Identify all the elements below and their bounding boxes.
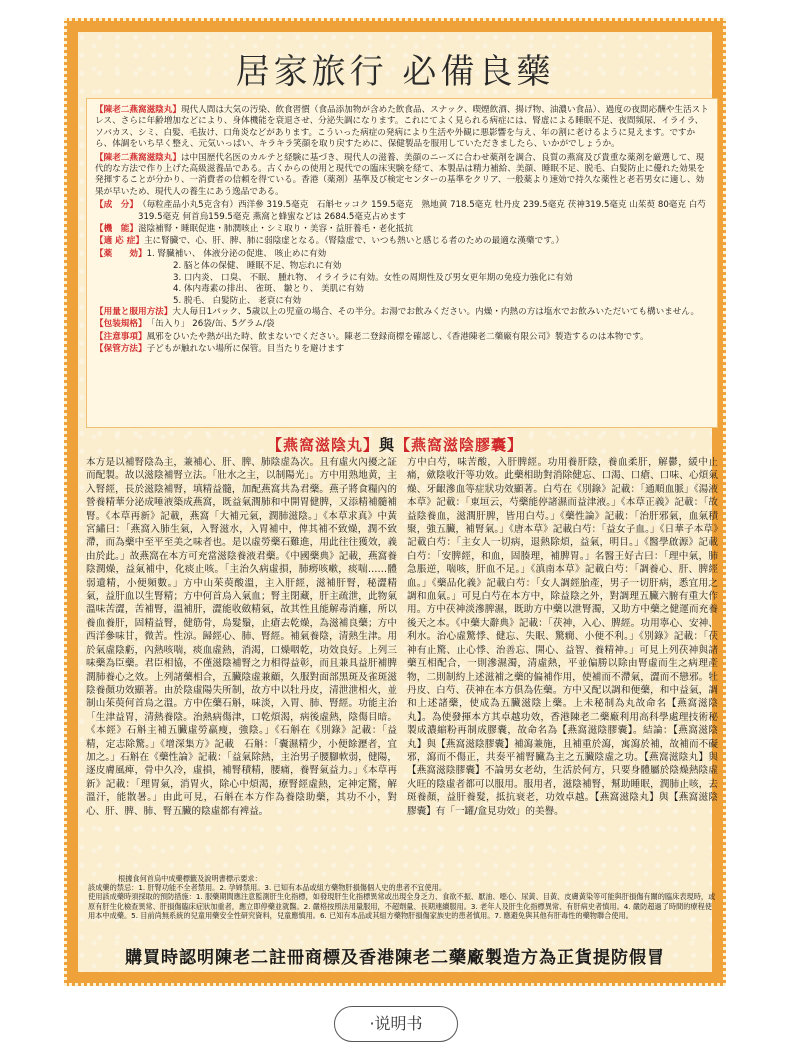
instruction-sheet <box>64 18 726 986</box>
japanese-description-panel <box>86 98 718 428</box>
anti-counterfeit-banner: 購買時認明陳老二註冊商標及香港陳老二藥廠製造方為正貨提防假冒 <box>125 948 665 968</box>
safety-notes <box>88 874 718 944</box>
effect-item: 2. 脳と体の保健、 睡眠不足、物忘れに有効 <box>173 261 342 272</box>
usage-storage: 【保管方法】 子どもが触れない場所に保管。目当たりを避けます <box>95 344 345 355</box>
spec-indications: 【適 応 症】 主に腎臓で、心、肝、脾、肺に弱陰虚となる。（腎陰虚で、いつも熱いと感じる者のための最適な漢藥です。） <box>95 236 565 247</box>
notes-contraindications: 該成藥的禁忌：1. 肝腎功能不全者禁用。2. 孕婦禁用。3. 已知有本品或組方藥物肝損傷個人史的患者不宜使用。 <box>88 883 447 893</box>
usage-package: 【包装規格】 「缶入り」 26袋/缶、5グラム/袋 <box>95 319 275 330</box>
product-tag: 【陳老二燕窩滋陰丸】 <box>95 105 181 115</box>
instructions-label-button[interactable]: ·说明书 <box>334 1006 458 1042</box>
notes-precautions: 使用該成藥時須採取的預防措施：1. 服藥期間應注意監測肝生化指標，如發現肝生化指標異常或出現全身乏力、食欲不振、厭油、噁心、尿黃、目黃、皮膚黃染等可能與肝損傷有關的臨床表現時，或原有肝生化檢查異常、肝損傷臨床症狀加重者，應立即停藥並就醫。2. 嚴格按照法用量服用，不超劑量、長期連續服用。3. 老年人及肝生化指標異常、有肝病史者慎用。4. 嚴防超過了時間的療程使用本中成藥。5. 目前尚無系統的兒童用藥安全性研究資料，兒童應慎用。6. 已知有本品或其組方藥物肝損傷家族史的患者慎用。7. 應避免與其他有肝毒性的藥物聯合使用。 <box>88 892 716 920</box>
effect-item: 5. 脱毛、 白髪防止、 老衰に有効 <box>173 295 302 306</box>
spec-ingredients: 【成 分】 （毎粒產品小丸5克含有）西洋參 319.5毫克 石斛セッコク 159.5毫克 熟地黄 718.5毫克 牡丹皮 239.5毫克 茯神319.5毫克 山茱萸 80毫克 白芍319.5毫克 何首烏159.5毫克 燕窩と蜂蜜などは 2684.5毫克占めます <box>95 200 706 222</box>
chinese-description-columns <box>86 456 718 868</box>
spec-function: 【機 能】 滋陰補腎・睡眠促進・肺潤咳止・シミ取り・美容・益肝養毛・老化抵抗 <box>95 224 413 235</box>
notes-title: 根據食何首烏中成藥標籤及說明書標示要求： <box>118 874 262 883</box>
right-column-text: 方中白芍，味苦酸，入肝脾經。功用養肝陰，養血柔肝，解鬱，緩中止痛，歛陰收汗等功效。此藥相助對消除健忘、口渴、口瘡、口味、心煩氣燥、牙齦滲血等症狀功效顯著。白芍在《別錄》記載：「通順血脈」《湯液本草》記載：「東垣云，芍藥能停諸濕而益津液。」《本草正義》記載：「故益陰養血，滋潤肝脾，皆用白芍。」《藥性論》記載：「治肝邪氣，血氣積聚，強五臟，補腎氣。」《唐本草》記載白芍：「益女子血。」《日華子本草》記載白芍：「主女人一切病，退熱除煩，益氣，明目。」《醫學啟源》記載白芍：「安脾經，和血，固腠理，補脾胃。」名醫王好古曰：「理中氣，肺急脹逆，喘咳，肝血不足。」《滇南本草》記載白芍：「調養心、肝、脾經血。」《藥品化義》記載白芍：「女人調經胎產，男子一切肝病，悉宜用之調和血氣。」可見白芍在本方中，除益陰之外，對調理五臟六腑有重大作用。方中茯神淡滲脾濕，既助方中藥以泄腎濁，又助方中藥之健運而充養後天之本。《中藥大辭典》記載：「茯神，入心、脾經。功用寧心、安神、利水。治心虛驚悸、健忘、失眠、驚癇、小便不利。」《別錄》記載：「茯神有止驚、止心悸、治善忘、開心、益智、養精神。」可見上列茯神與諸藥互相配合，一則滲濕濁，清虛熱，平並偏勝以除由腎虛而生之病理產物，二則制約上述滋補之藥的偏補作用，使補而不滯氣，澀而不戀邪。牡丹皮、白芍、茯神在本方俱為佐藥。方中又配以調和便藥，和中益氣，調和上述諸藥，使成為五臟滋陰上藥。上未秘制為丸故命名【燕窩滋陰丸】。為使發揮本方其卓越功效，香港陳老二藥廠利用高科學處理技術秘製成濃縮粉再制成膠囊，故命名為【燕窩滋陰膠囊】。結論：【燕窩滋陰丸】與【燕窩滋陰膠囊】補瀉兼施，且補重於瀉，寓瀉於補，故補而不礙邪，瀉而不傷正，共奏平補腎臟為主之五臟陰虛之功。【燕窩滋陰丸】與【燕窩滋陰膠囊】不論男女老幼，生活於何方，只要身體屬於陰燥熱陰虛火旺的陰虛者都可以服用。服用者，滋陰補腎，幫助睡眠，潤肺止咳，去斑養顏，益肝養髮，抵抗衰老，功效卓越。【燕窩滋陰丸】與【燕窩滋陰膠囊】有「一罐/盒見功效」的美譽。 <box>407 457 718 817</box>
page-title: 居家旅行 必備良藥 <box>235 52 555 92</box>
left-column-text: 本方是以補腎陰為主，兼補心、肝、脾、肺陰虚為次。且有虛火內擾之証而配製。故以滋陰補腎立法。「壯水之主，以制陽光」。方中用熟地黄，主入腎經，長於滋陰補腎，填精益髓，加配燕窩共為君藥。燕子將食糧內的營養精華分泌成唾液築成燕窩，既益氣潤肺和中開胃健脾，又添精補髓補腎。《本草再新》記載，燕窩「大補元氣，潤肺滋陰。」《本草求真》中黃宮繡曰：「燕窩入肺生氣，入腎滋水，入胃補中，俾其補不致燥，潤不致滯，而為藥中至平至美之味者也。是以虛勞藥石難進，用此往往獲效，義由於此。」故燕窩在本方可充當滋陰養液君藥。《中國藥典》記載，燕窩養陰潤燥，益氣補中，化痰止咳。「主治久病虛損，肺癆咳嗽，痰喘……體弱遺精，小便頻數。」方中山茱萸酸溫，主入肝經，滋補肝腎，秘澀精氣，益肝血以生腎精；方中何首烏入氣血；腎主閉藏，肝主疏泄，此物氣溫味苦澀，苦補腎，溫補肝，澀能收斂精氣，故其性且能解毒消癰，所以養血養肝，固精益腎，健筋骨，烏髮鬚，止瘡去乾燥，為滋補良藥；方中西洋參味甘，微苦。性涼。歸經心、肺、腎經。補氣養陰，清熱生津。用於氣虛陰虧，內熱咳喘，痰血虛熱，消渴，口燥咽乾，功效良好。上列三味藥為臣藥。君臣相協，不僅滋陰補腎之力相得益彰，而且兼具益肝補脾潤肺養心之效。上列諸藥相合，五臟陰虛兼顧，久服對面部黑斑及雀斑滋陰養顏功效顯著。由於陰虛陽失所制，故方中以牡丹皮，清泄泄相火，並制山茱萸何首烏之溫。方中佐藥石斛，味淡，入胃、肺、腎經。功能主治「生津益胃，清熱養陰。治熱病傷津，口乾煩渴，病後虛熱，陰傷目暗。《本經》石斛主補五臟虛勞羸瘦，強陰。」《石斛在《別錄》記載：「益精，定志除驚。」《增深集方》記載 石斛：「囊濕精少，小便餘瀝者，宜加之。」石斛在《藥性論》記載：「益氣除熱，主治男子腰腳軟弱，健陽，逐皮膚風痺，骨中久冷，虛損，補腎積精，腰痛，養腎氣益力。」《本草再新》記載：「理胃氣，消胃火，除心中煩渴，療腎經虛熱，定神定驚，解溫汗，能散暑。」由此可見，石斛在本方作為養陰助藥，其功不小，對心、肝、脾、肺、腎五臟的陰虛都有裨益。 <box>86 457 397 817</box>
product-tag: 【陳老二燕窩滋陰丸】 <box>95 152 181 163</box>
intro-paragraph-2: 【陳老二燕窩滋陰丸】は中国歴代名医のカルテと経験に基づき、現代人の滋養、美顔のニーズに合わせ薬剤を調合、良質の燕窩及び貴重な薬剤を厳選して、現代的な方法で作り上げた高級滋養品である。古くからの使用と現代での臨床実験を経て、本製品は精力補給、美顔、睡眠不足、脱毛、白髪防止に優れた効果を発揮することが分かり、一消費者の信頼を得ている。香港（薬剤）基準及び検定センターの基準をクリア、一般薬より速効で持久な薬性と老若男女に適し、効果が早いため、現代人の養生にあう逸品である。 <box>95 152 705 197</box>
section-heading: 【燕窩滋陰丸】與【燕窩滋陰膠囊】 <box>266 436 524 454</box>
usage-dosage: 【用量と服用方法】 大人毎日1パック、5歳以上の児童の場合、その半分。お湯でお飲みください。内燥・内熱の方は塩水でお飲みいただいても構いません。 <box>95 306 700 317</box>
effects-row: 【薬 効】 1. 腎臓補い、 体液分泌の促進、 咳止めに有効 <box>95 248 327 259</box>
intro-paragraph-1: 【陳老二燕窩滋陰丸】現代人間は大気の汚染、飲食習慣（食品添加物が含めた飲食品、スナック、喫煙飲酒、揚げ物、油濃い食品）、過度の夜間応酬や生活ストレス、さらに年齢増加などにより、身体機能を衰退させ、分泌失調になります。これにてよく見られる病症には、腎虚による睡眠不足、夜間頻尿、イライラ、ソバカス、シミ、白髪、毛抜け、口角炎などがあります。こういった病症の発病により生活や外観に悪影響を与え、年の割に老けるように見えます。ですから、体調をいち早く整え、元気いっぱい、キラキラ笑顔を取り戻すために、保健製品を服用していただきましたら、いかがでしょうか。 <box>95 105 709 150</box>
usage-caution: 【注意事項】 風邪をひいたや熱が出た時、飲まないでください。陳老二登録商標を確認し、《香港陳老二藥廠有限公司》製造するのは本物です。 <box>95 331 649 342</box>
effect-item: 3. 口内炎、 口臭、 不眠、 腫れ物、 イライラに有効。女性の周期性及び男女更年期の免疫力強化に有効 <box>173 272 573 283</box>
effect-item: 4. 体内毒素の排出、 雀斑、 皺とり、 美肌に有効 <box>173 284 365 295</box>
